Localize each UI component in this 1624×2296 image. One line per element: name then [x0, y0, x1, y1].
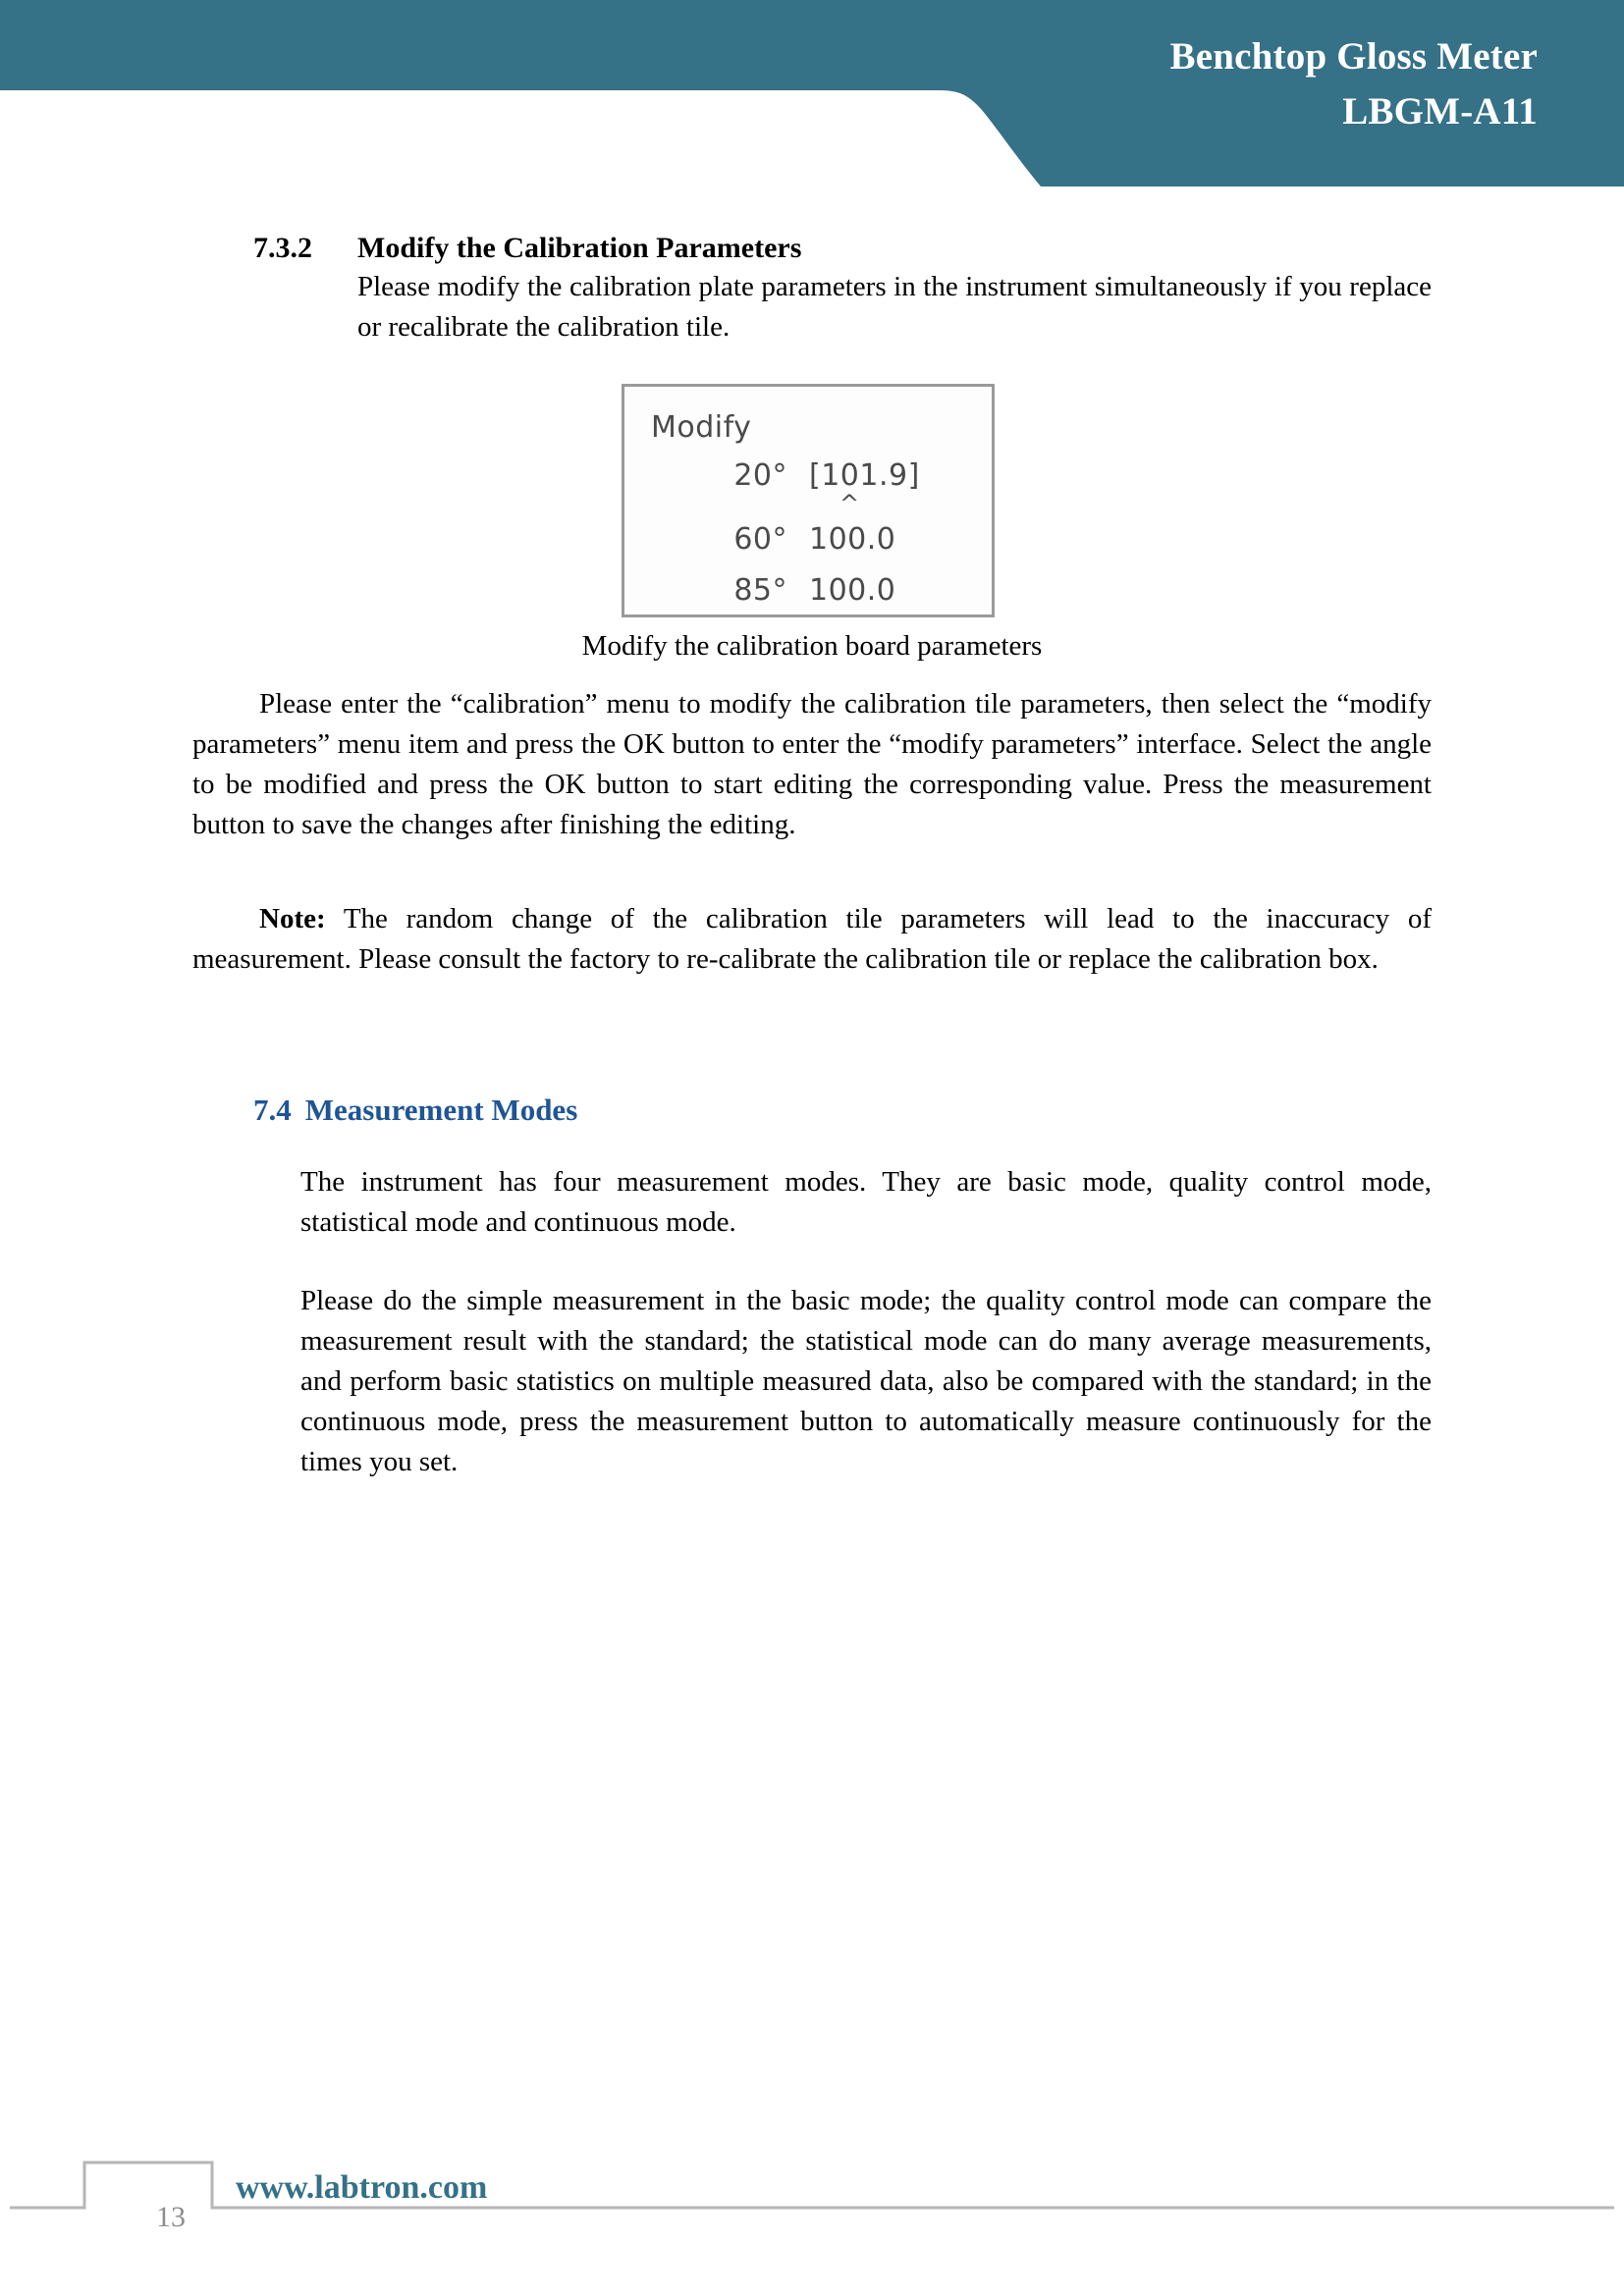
figure-modify-screen [622, 384, 995, 617]
device-screen-row-85deg [697, 573, 982, 608]
angle-label-60: 60° [733, 522, 787, 557]
angle-value-20: [101.9] [809, 458, 920, 493]
footer-rule-shape [0, 2139, 1624, 2296]
body-paragraph-1 [192, 684, 1432, 845]
section-7-4-paragraph-1: The instrument has four measurement modes. They are basic mode, quality control mode, statistical mode and continuous mode. [300, 1166, 1432, 1238]
body-note-paragraph [192, 899, 1432, 980]
heading-7-3-2-number: 7.3.2 [253, 232, 312, 264]
heading-7-3-2 [253, 231, 801, 266]
section-7-3-2-intro-paragraph: Please modify the calibration plate parameters in the instrument simultaneously if you replace or recalibrate the calibration tile. [357, 271, 1432, 343]
body-paragraph-1-text: Please enter the “calibration” menu to modify the calibration tile parameters, then select the “modify parameters” menu item and press the OK button to enter the “modify parameters” interface. Select the angle to be modified and press the OK button to start editing the corresponding value. Press the measurement button to save the changes after finishing the editing. [192, 688, 1432, 840]
edit-cursor-caret-icon: ^ [839, 490, 860, 517]
heading-7-4 [253, 1092, 577, 1129]
angle-label-20: 20° [733, 458, 787, 493]
device-screen-row-60deg [697, 522, 982, 557]
header-title-block [1170, 29, 1538, 139]
page-footer [0, 2139, 1624, 2296]
angle-value-85: 100.0 [809, 573, 896, 608]
device-screen [624, 387, 992, 614]
heading-7-4-number: 7.4 [253, 1093, 292, 1127]
note-text: The random change of the calibration tile parameters will lead to the inaccuracy of measurement. Please consult the factory to re-calibrate the calibration tile or replace the calibration box. [192, 903, 1432, 975]
heading-7-4-title: Measurement Modes [304, 1093, 578, 1127]
figure-caption: Modify the calibration board parameters [581, 630, 1043, 662]
section-7-4-paragraph-2: Please do the simple measurement in the basic mode; the quality control mode can compare the measurement result with the standard; the statistical mode can do many average measurements, and perform basic statistics on multiple measured data, also be compared with the standard; in the continuous mode, press the measurement button to automatically measure continuously for the times you set. [300, 1285, 1432, 1477]
footer-website-link[interactable]: www.labtron.com [236, 2169, 488, 2206]
device-screen-row-20deg [697, 458, 982, 493]
page-header [0, 0, 1624, 187]
page-number: 13 [156, 2201, 186, 2233]
note-label: Note: [259, 903, 326, 934]
heading-7-3-2-title: Modify the Calibration Parameters [357, 232, 802, 264]
device-screen-title: Modify [651, 410, 752, 445]
header-model-number: LBGM-A11 [1342, 90, 1538, 133]
header-product-name: Benchtop Gloss Meter [1169, 35, 1538, 78]
angle-label-85: 85° [733, 573, 787, 608]
angle-value-60: 100.0 [809, 522, 896, 557]
